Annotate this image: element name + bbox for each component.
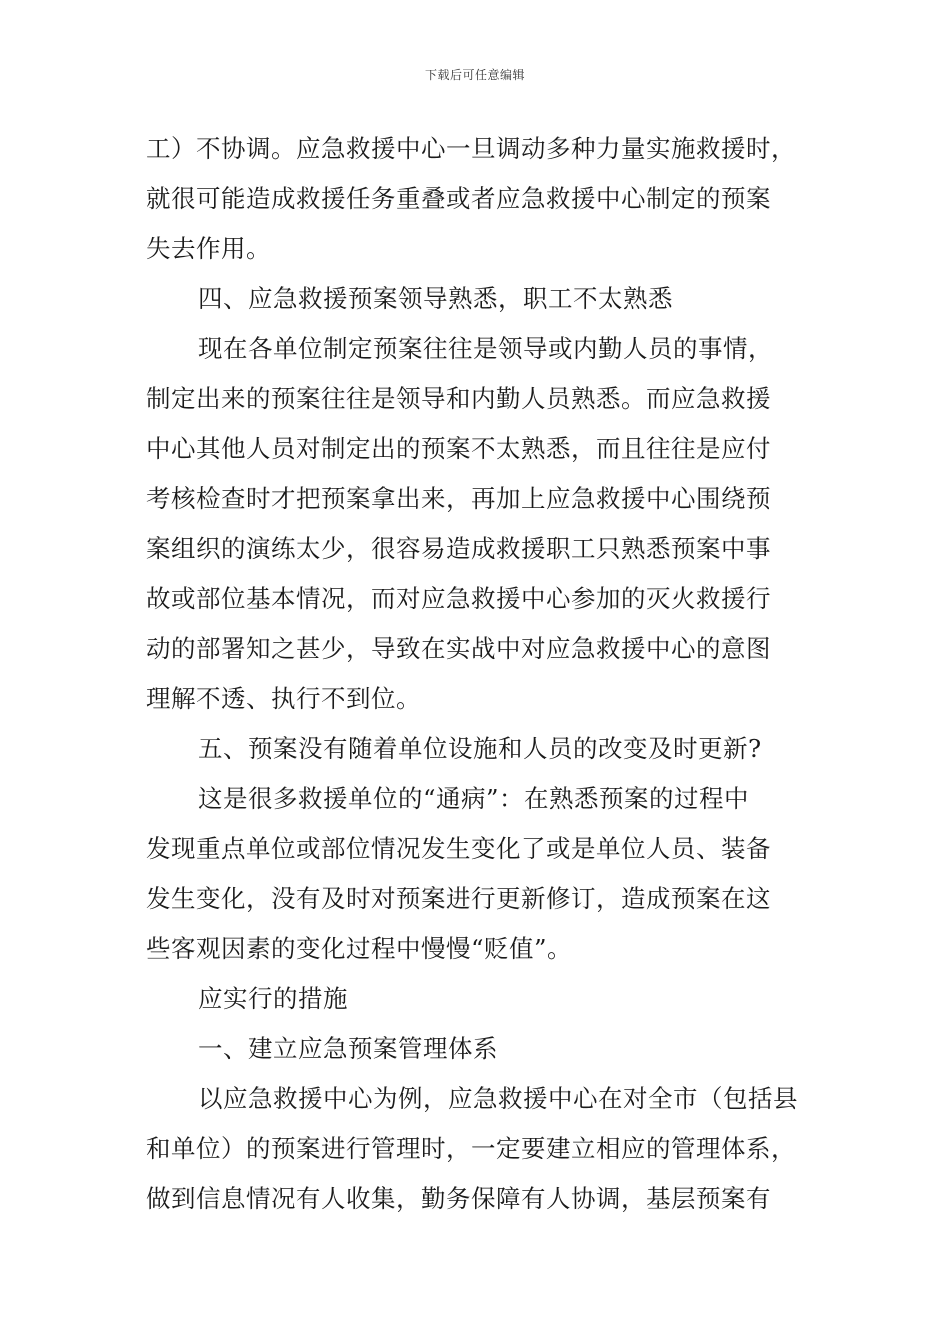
text-line: 案组织的演练太少，很容易造成救援职工只熟悉预案中事 — [146, 534, 771, 563]
text-line: 这是很多救援单位的“通病”：在熟悉预案的过程中 — [198, 784, 750, 813]
text-line: 理解不透、执行不到位。 — [146, 684, 421, 713]
text-line: 和单位）的预案进行管理时，一定要建立相应的管理体系， — [146, 1134, 796, 1163]
text-line: 五、预案没有随着单位设施和人员的改变及时更新? — [198, 734, 762, 763]
text-line: 故或部位基本情况，而对应急救援中心参加的灭火救援行 — [146, 584, 771, 613]
text-line: 四、应急救援预案领导熟悉，职工不太熟悉 — [198, 284, 673, 313]
text-line: 做到信息情况有人收集，勤务保障有人协调，基层预案有 — [146, 1184, 771, 1213]
document-body — [146, 124, 810, 1224]
text-line: 制定出来的预案往往是领导和内勤人员熟悉。而应急救援 — [146, 384, 771, 413]
text-line: 中心其他人员对制定出的预案不太熟悉，而且往往是应付 — [146, 434, 771, 463]
text-line: 考核检查时才把预案拿出来，再加上应急救援中心围绕预 — [146, 484, 771, 513]
text-line: 动的部署知之甚少，导致在实战中对应急救援中心的意图 — [146, 634, 771, 663]
text-line: 现在各单位制定预案往往是领导或内勤人员的事情， — [198, 334, 773, 363]
page-header-note: 下载后可任意编辑 — [424, 68, 525, 82]
text-line: 工）不协调。应急救援中心一旦调动多种力量实施救援时， — [146, 134, 796, 163]
text-line: 发生变化，没有及时对预案进行更新修订，造成预案在这 — [146, 884, 771, 913]
text-line: 失去作用。 — [146, 234, 271, 263]
text-line: 发现重点单位或部位情况发生变化了或是单位人员、装备 — [146, 834, 771, 863]
text-line: 应实行的措施 — [198, 984, 348, 1013]
text-line: 以应急救援中心为例，应急救援中心在对全市（包括县 — [198, 1084, 798, 1113]
text-line: 些客观因素的变化过程中慢慢“贬值”。 — [146, 934, 573, 963]
text-line: 就很可能造成救援任务重叠或者应急救援中心制定的预案 — [146, 184, 771, 213]
text-line: 一、建立应急预案管理体系 — [198, 1034, 498, 1063]
